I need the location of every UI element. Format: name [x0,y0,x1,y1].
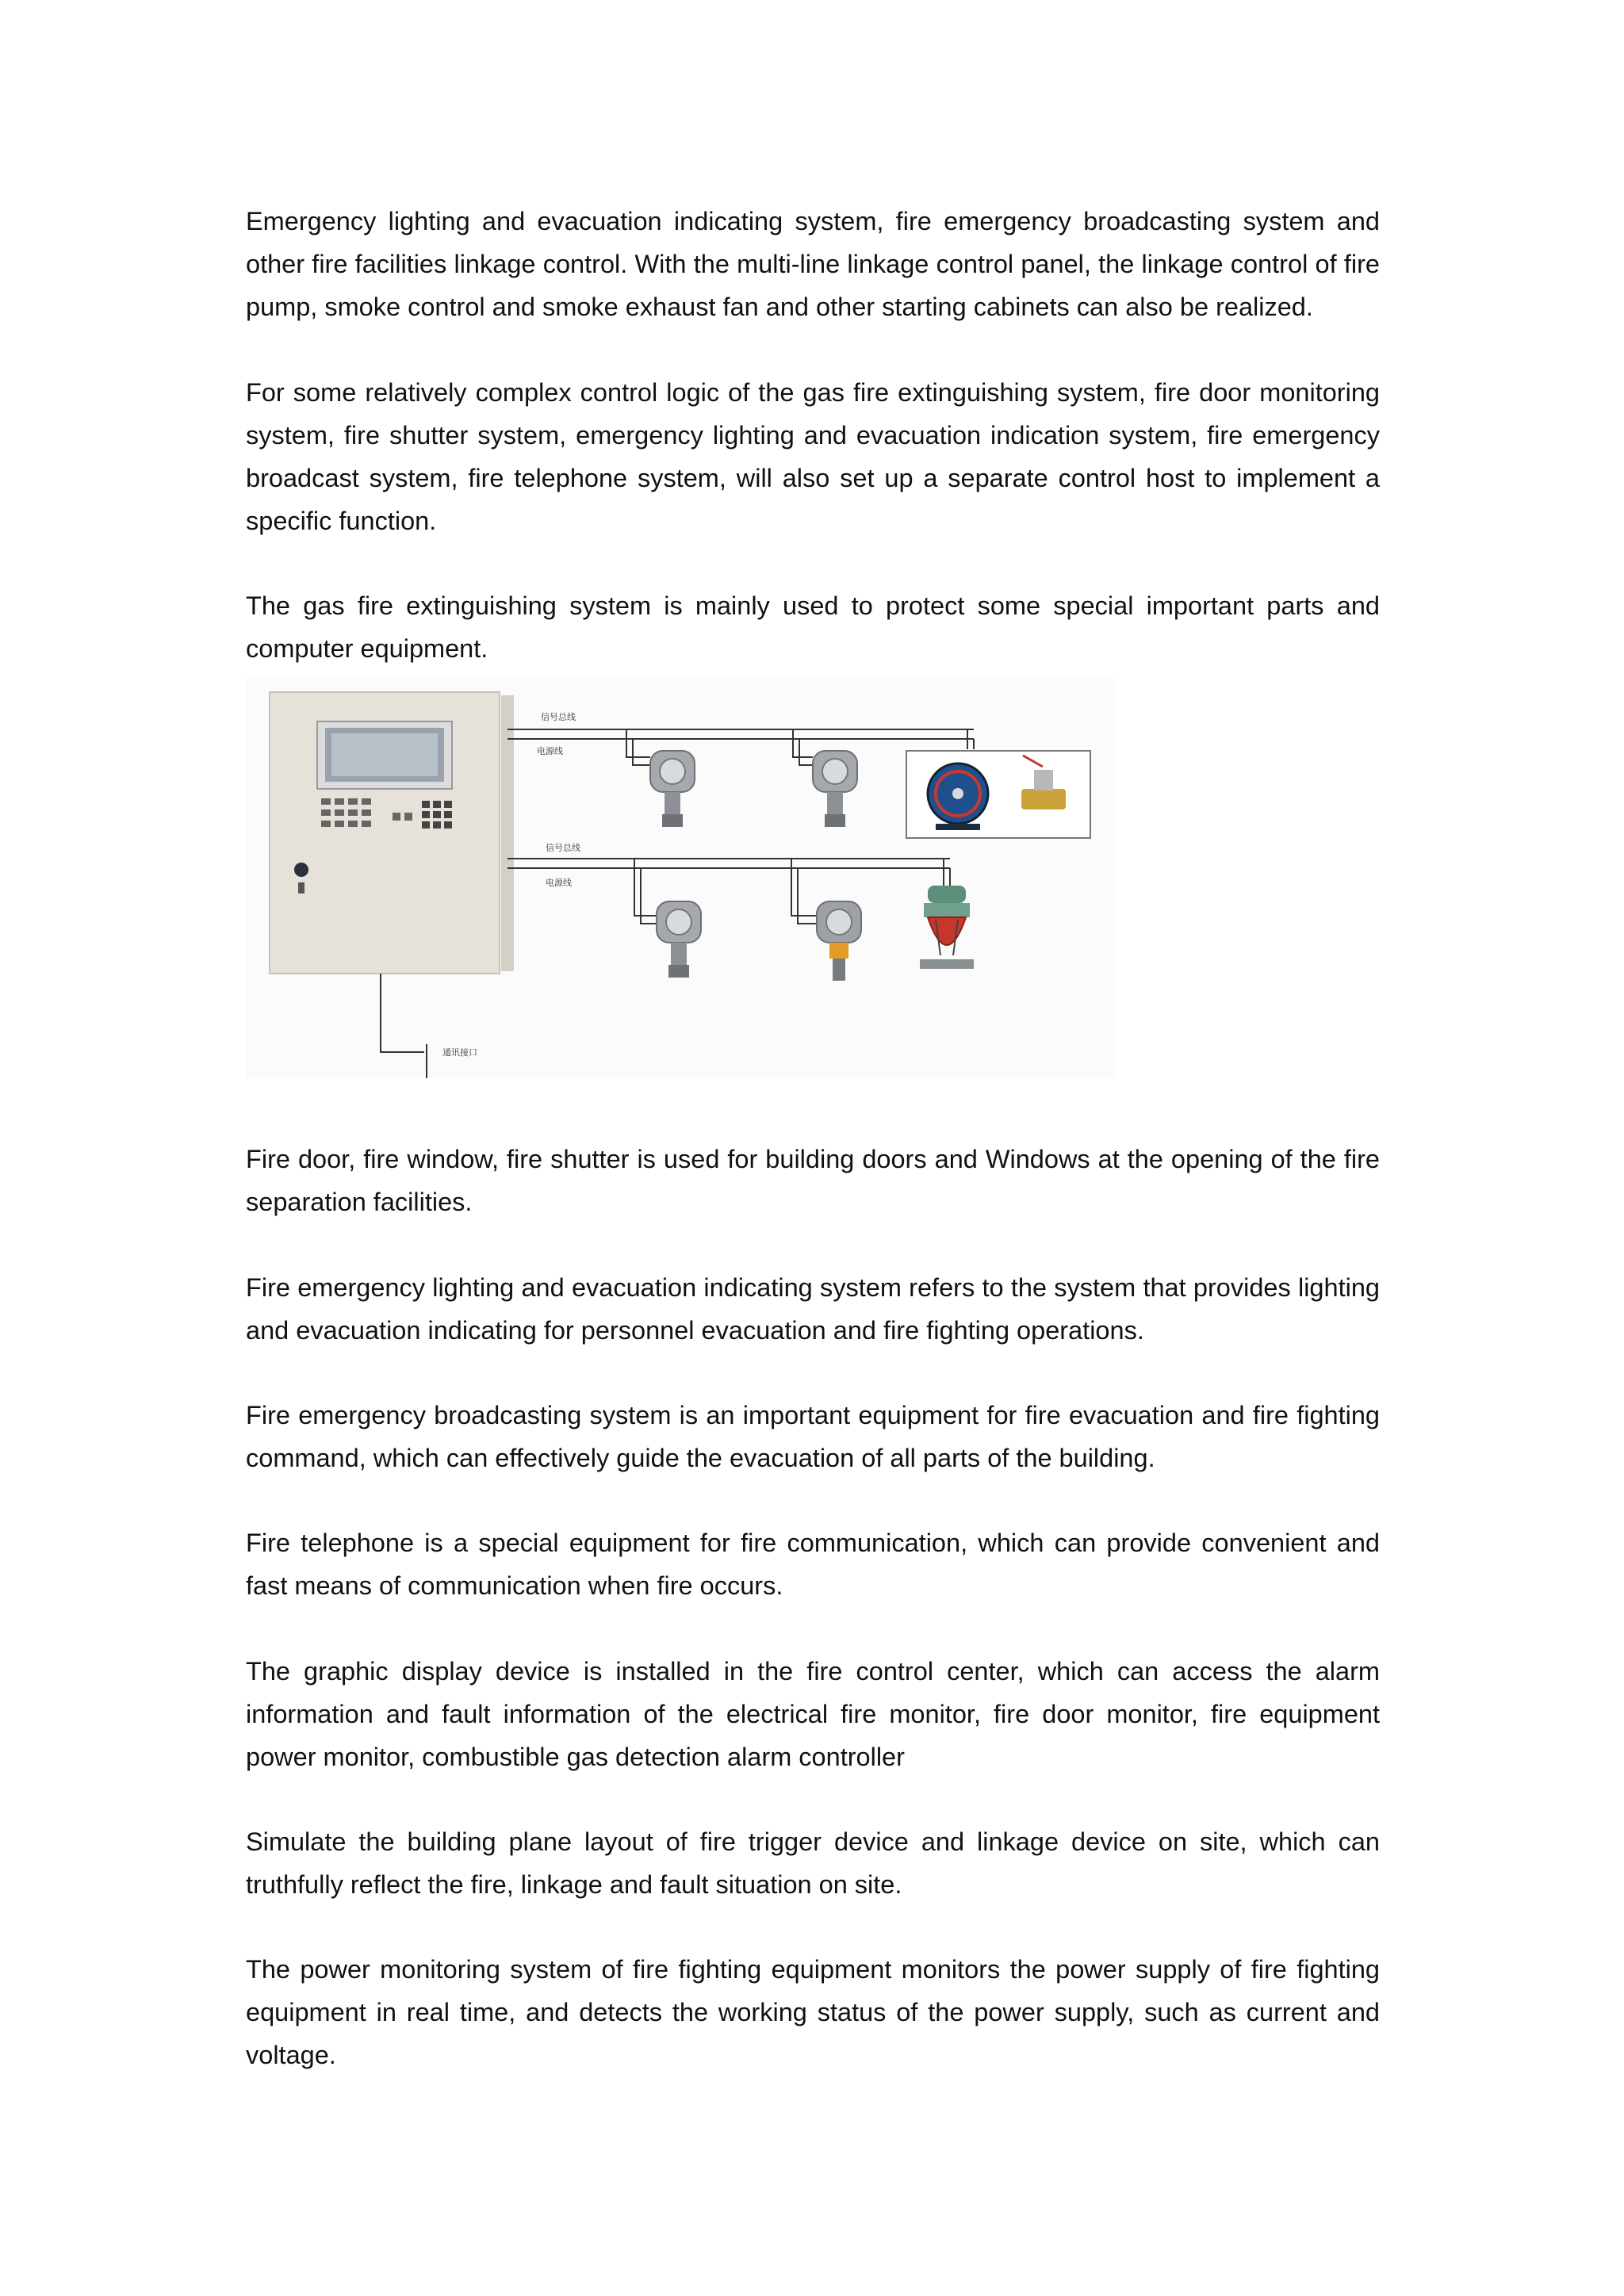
gas-detector-icon [813,751,857,827]
paragraph-fire-telephone: Fire telephone is a special equipment for fire communication, which can provide convenient and fast means of communication when fire occurs. [246,1529,1380,1600]
paragraph-broadcasting: Fire emergency broadcasting system is an important equipment for fire evacuation and fire fighting command, which can effectively guide the evacuation of all parts of the building. [246,1401,1380,1472]
gas-detection-system-diagram [246,678,1116,1078]
power-line-label-bottom: 电源线 [546,878,572,888]
explosion-proof-alarm-lamp-icon [920,886,974,969]
paragraph-building-layout: Simulate the building plane layout of fire trigger device and linkage device on site, which can truthfully reflect the fire, linkage and fault situation on site. [246,1827,1380,1899]
paragraph-linkage-control: Emergency lighting and evacuation indicating system, fire emergency broadcasting system and other fire facilities linkage control. With the multi-line linkage control panel, the linkage control of fire pump, smoke control and smoke exhaust fan and other starting cabinets can also be realized. [246,207,1380,321]
signal-bus-label-top: 信号总线 [541,712,576,722]
control-panel-cabinet [270,692,514,974]
signal-bus-label-bottom: 信号总线 [546,843,580,853]
paragraph-power-monitoring: The power monitoring system of fire fighting equipment monitors the power supply of fire fighting equipment in real time, and detects the working status of the power supply, such as current and voltage. [246,1955,1380,2069]
paragraph-graphic-display: The graphic display device is installed in the fire control center, which can access the alarm information and fault information of the electrical fire monitor, fire door monitor, fire equipment power monitor, combustible gas detection alarm controller [246,1657,1380,1771]
paragraph-fire-door: Fire door, fire window, fire shutter is used for building doors and Windows at the opening of the fire separation facilities. [246,1145,1380,1216]
power-line-label-top: 电源线 [537,746,563,756]
gas-detector-icon [657,901,701,978]
comm-port-label: 通讯接口 [442,1047,477,1058]
paragraph-gas-extinguishing: The gas fire extinguishing system is mainly used to protect some special important parts and computer equipment. [246,591,1380,663]
paragraph-control-host: For some relatively complex control logic of the gas fire extinguishing system, fire door monitoring system, fire shutter system, emergency lighting and evacuation indication system, fire emergency broadcast system, fire telephone system, will also set up a separate control host to implement a specific function. [246,378,1380,535]
paragraph-emergency-lighting: Fire emergency lighting and evacuation indicating system refers to the system that provides lighting and evacuation indicating for personnel evacuation and fire fighting operations. [246,1273,1380,1345]
fan-and-solenoid-valve-box [906,751,1090,838]
combustible-gas-detector-icon [817,901,861,981]
gas-detector-icon [650,751,695,827]
